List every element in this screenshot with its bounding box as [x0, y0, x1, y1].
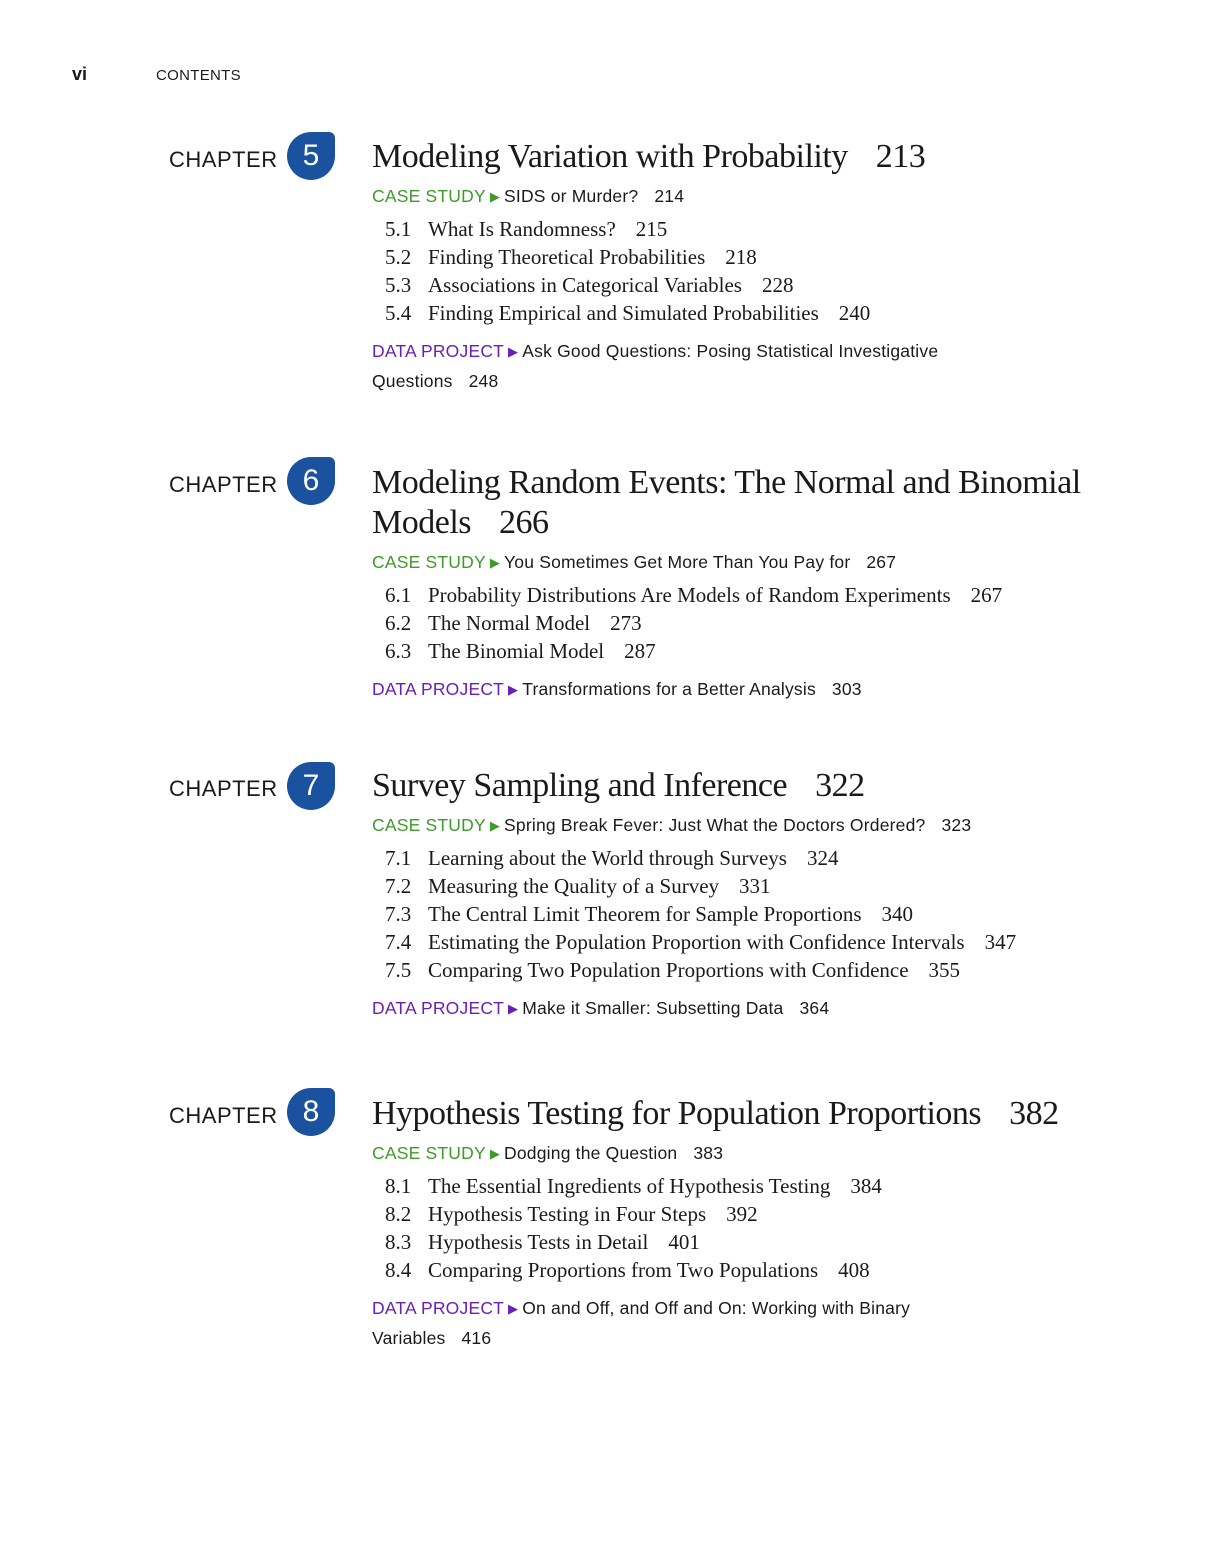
- section-entry[interactable]: [385, 271, 870, 299]
- section-entry[interactable]: [385, 872, 1016, 900]
- section-page: 408: [838, 1258, 870, 1282]
- chapter-title-text: Survey Sampling and Inference: [372, 767, 788, 804]
- section-title: The Binomial Model: [428, 639, 605, 663]
- chapter-number-badge: 5: [287, 132, 335, 180]
- case-study-page: 383: [693, 1143, 724, 1163]
- case-study-title: Dodging the Question: [504, 1143, 678, 1163]
- case-study-tag: CASE STUDY: [372, 186, 486, 206]
- section-page: 384: [850, 1174, 882, 1198]
- section-page: 218: [725, 245, 757, 269]
- chapter-label: CHAPTER: [169, 1103, 278, 1128]
- section-title: Associations in Categorical Variables: [428, 273, 742, 297]
- section-entry[interactable]: [385, 844, 1016, 872]
- section-list: [385, 581, 1002, 665]
- case-study-page: 214: [654, 186, 685, 206]
- section-entry[interactable]: [385, 1200, 882, 1228]
- case-study-entry[interactable]: [372, 1139, 1032, 1169]
- section-page: 347: [984, 930, 1017, 954]
- section-entry[interactable]: [385, 609, 1002, 637]
- section-entry[interactable]: [385, 1228, 882, 1256]
- section-entry[interactable]: [385, 900, 1016, 928]
- data-project-entry[interactable]: [372, 337, 1032, 395]
- data-project-tag: DATA PROJECT: [372, 998, 505, 1018]
- section-title: Hypothesis Testing in Four Steps: [428, 1202, 707, 1226]
- section-number: 8.2: [385, 1202, 412, 1226]
- section-number: 7.1: [385, 846, 412, 870]
- chapter-label: CHAPTER: [169, 472, 278, 497]
- play-arrow-icon: ▶: [489, 818, 501, 833]
- section-page: 228: [761, 273, 794, 297]
- section-entry[interactable]: [385, 1172, 882, 1200]
- data-project-entry[interactable]: [372, 675, 1032, 705]
- section-number: 7.5: [385, 958, 412, 982]
- section-list: [385, 844, 1016, 984]
- section-number: 8.3: [385, 1230, 412, 1254]
- data-project-entry[interactable]: [372, 994, 1032, 1024]
- chapter-page: 382: [1009, 1095, 1059, 1132]
- chapter-title-text: Modeling Variation with Probability: [372, 138, 848, 175]
- section-title: Finding Theoretical Probabilities: [428, 245, 706, 269]
- section-title: What Is Randomness?: [428, 217, 616, 241]
- data-project-tag: DATA PROJECT: [372, 679, 505, 699]
- section-entry[interactable]: [385, 299, 870, 327]
- data-project-page: 364: [799, 998, 830, 1018]
- section-page: 355: [928, 958, 961, 982]
- chapter-page: 322: [815, 767, 865, 804]
- data-project-title: Make it Smaller: Subsetting Data: [522, 998, 784, 1018]
- chapter-number-badge: 8: [287, 1088, 335, 1136]
- section-number: 5.4: [385, 301, 412, 325]
- section-number: 6.1: [385, 583, 412, 607]
- section-page: 331: [739, 874, 771, 898]
- play-arrow-icon: ▶: [508, 1301, 519, 1316]
- chapter-title[interactable]: [372, 137, 1112, 177]
- case-study-entry[interactable]: [372, 182, 1032, 212]
- section-title: Finding Empirical and Simulated Probabilities: [428, 301, 819, 325]
- case-study-tag: CASE STUDY: [372, 815, 486, 835]
- data-project-entry[interactable]: [372, 1294, 1032, 1352]
- page-number: vi: [72, 64, 88, 84]
- section-page: 392: [726, 1202, 758, 1226]
- section-number: 6.2: [385, 611, 412, 635]
- section-entry[interactable]: [385, 956, 1016, 984]
- section-page: 324: [806, 846, 839, 870]
- section-title: The Essential Ingredients of Hypothesis Testing: [428, 1174, 831, 1198]
- section-page: 401: [668, 1230, 700, 1254]
- chapter-title[interactable]: [372, 766, 1112, 806]
- section-title: Comparing Two Population Proportions with Confidence: [428, 958, 909, 982]
- running-title: CONTENTS: [156, 67, 241, 84]
- chapter-title[interactable]: [372, 1094, 1112, 1134]
- case-study-tag: CASE STUDY: [372, 1143, 486, 1163]
- section-page: 267: [970, 583, 1003, 607]
- case-study-title: SIDS or Murder?: [504, 186, 639, 206]
- section-number: 7.2: [385, 874, 412, 898]
- case-study-tag: CASE STUDY: [372, 552, 486, 572]
- section-entry[interactable]: [385, 637, 1002, 665]
- data-project-page: 248: [468, 371, 499, 391]
- play-arrow-icon: ▶: [489, 1146, 501, 1161]
- chapter-title[interactable]: [372, 463, 1112, 543]
- section-title: The Normal Model: [428, 611, 591, 635]
- chapter-label: CHAPTER: [169, 776, 278, 801]
- play-arrow-icon: ▶: [508, 1001, 519, 1016]
- section-number: 8.1: [385, 1174, 412, 1198]
- chapter-number-badge: 6: [287, 457, 335, 505]
- section-title: Comparing Proportions from Two Populations: [428, 1258, 819, 1282]
- chapter-number-badge: 7: [287, 762, 335, 810]
- section-number: 5.1: [385, 217, 412, 241]
- section-number: 5.2: [385, 245, 412, 269]
- section-number: 7.3: [385, 902, 412, 926]
- section-page: 340: [881, 902, 914, 926]
- section-page: 240: [838, 301, 871, 325]
- section-number: 8.4: [385, 1258, 412, 1282]
- section-entry[interactable]: [385, 215, 870, 243]
- section-entry[interactable]: [385, 581, 1002, 609]
- case-study-entry[interactable]: [372, 548, 1032, 578]
- chapter-page: 213: [875, 138, 926, 175]
- case-study-page: 267: [866, 552, 897, 572]
- play-arrow-icon: ▶: [489, 555, 501, 570]
- chapter-title-text: Hypothesis Testing for Population Proportions: [372, 1095, 982, 1132]
- section-number: 7.4: [385, 930, 412, 954]
- play-arrow-icon: ▶: [508, 344, 519, 359]
- case-study-title: You Sometimes Get More Than You Pay for: [504, 552, 851, 572]
- section-title: Learning about the World through Surveys: [428, 846, 787, 870]
- section-page: 215: [635, 217, 668, 241]
- section-number: 6.3: [385, 639, 412, 663]
- section-title: The Central Limit Theorem for Sample Proportions: [428, 902, 862, 926]
- section-number: 5.3: [385, 273, 412, 297]
- section-title: Hypothesis Tests in Detail: [428, 1230, 649, 1254]
- data-project-title: On and Off, and Off and On: Working with Binary Variables: [372, 1298, 911, 1348]
- section-entry[interactable]: [385, 243, 870, 271]
- section-list: [385, 1172, 882, 1284]
- data-project-title: Transformations for a Better Analysis: [522, 679, 816, 699]
- section-title: Estimating the Population Proportion with Confidence Intervals: [428, 930, 965, 954]
- play-arrow-icon: ▶: [508, 682, 519, 697]
- data-project-tag: DATA PROJECT: [372, 1298, 505, 1318]
- case-study-page: 323: [941, 815, 972, 835]
- section-title: Probability Distributions Are Models of Random Experiments: [428, 583, 951, 607]
- section-entry[interactable]: [385, 1256, 882, 1284]
- data-project-tag: DATA PROJECT: [372, 341, 505, 361]
- chapter-page: 266: [499, 504, 549, 541]
- section-list: [385, 215, 870, 327]
- case-study-entry[interactable]: [372, 811, 1032, 841]
- data-project-page: 303: [831, 679, 862, 699]
- section-page: 273: [610, 611, 642, 635]
- chapter-label: CHAPTER: [169, 147, 278, 172]
- data-project-title: Ask Good Questions: Posing Statistical Investigative Questions: [372, 341, 939, 391]
- data-project-page: 416: [461, 1328, 492, 1348]
- section-entry[interactable]: [385, 928, 1016, 956]
- case-study-title: Spring Break Fever: Just What the Doctors Ordered?: [504, 815, 926, 835]
- section-page: 287: [624, 639, 656, 663]
- section-title: Measuring the Quality of a Survey: [428, 874, 720, 898]
- play-arrow-icon: ▶: [489, 189, 501, 204]
- chapter-title-text: Modeling Random Events: The Normal and Binomial Models: [372, 464, 1081, 541]
